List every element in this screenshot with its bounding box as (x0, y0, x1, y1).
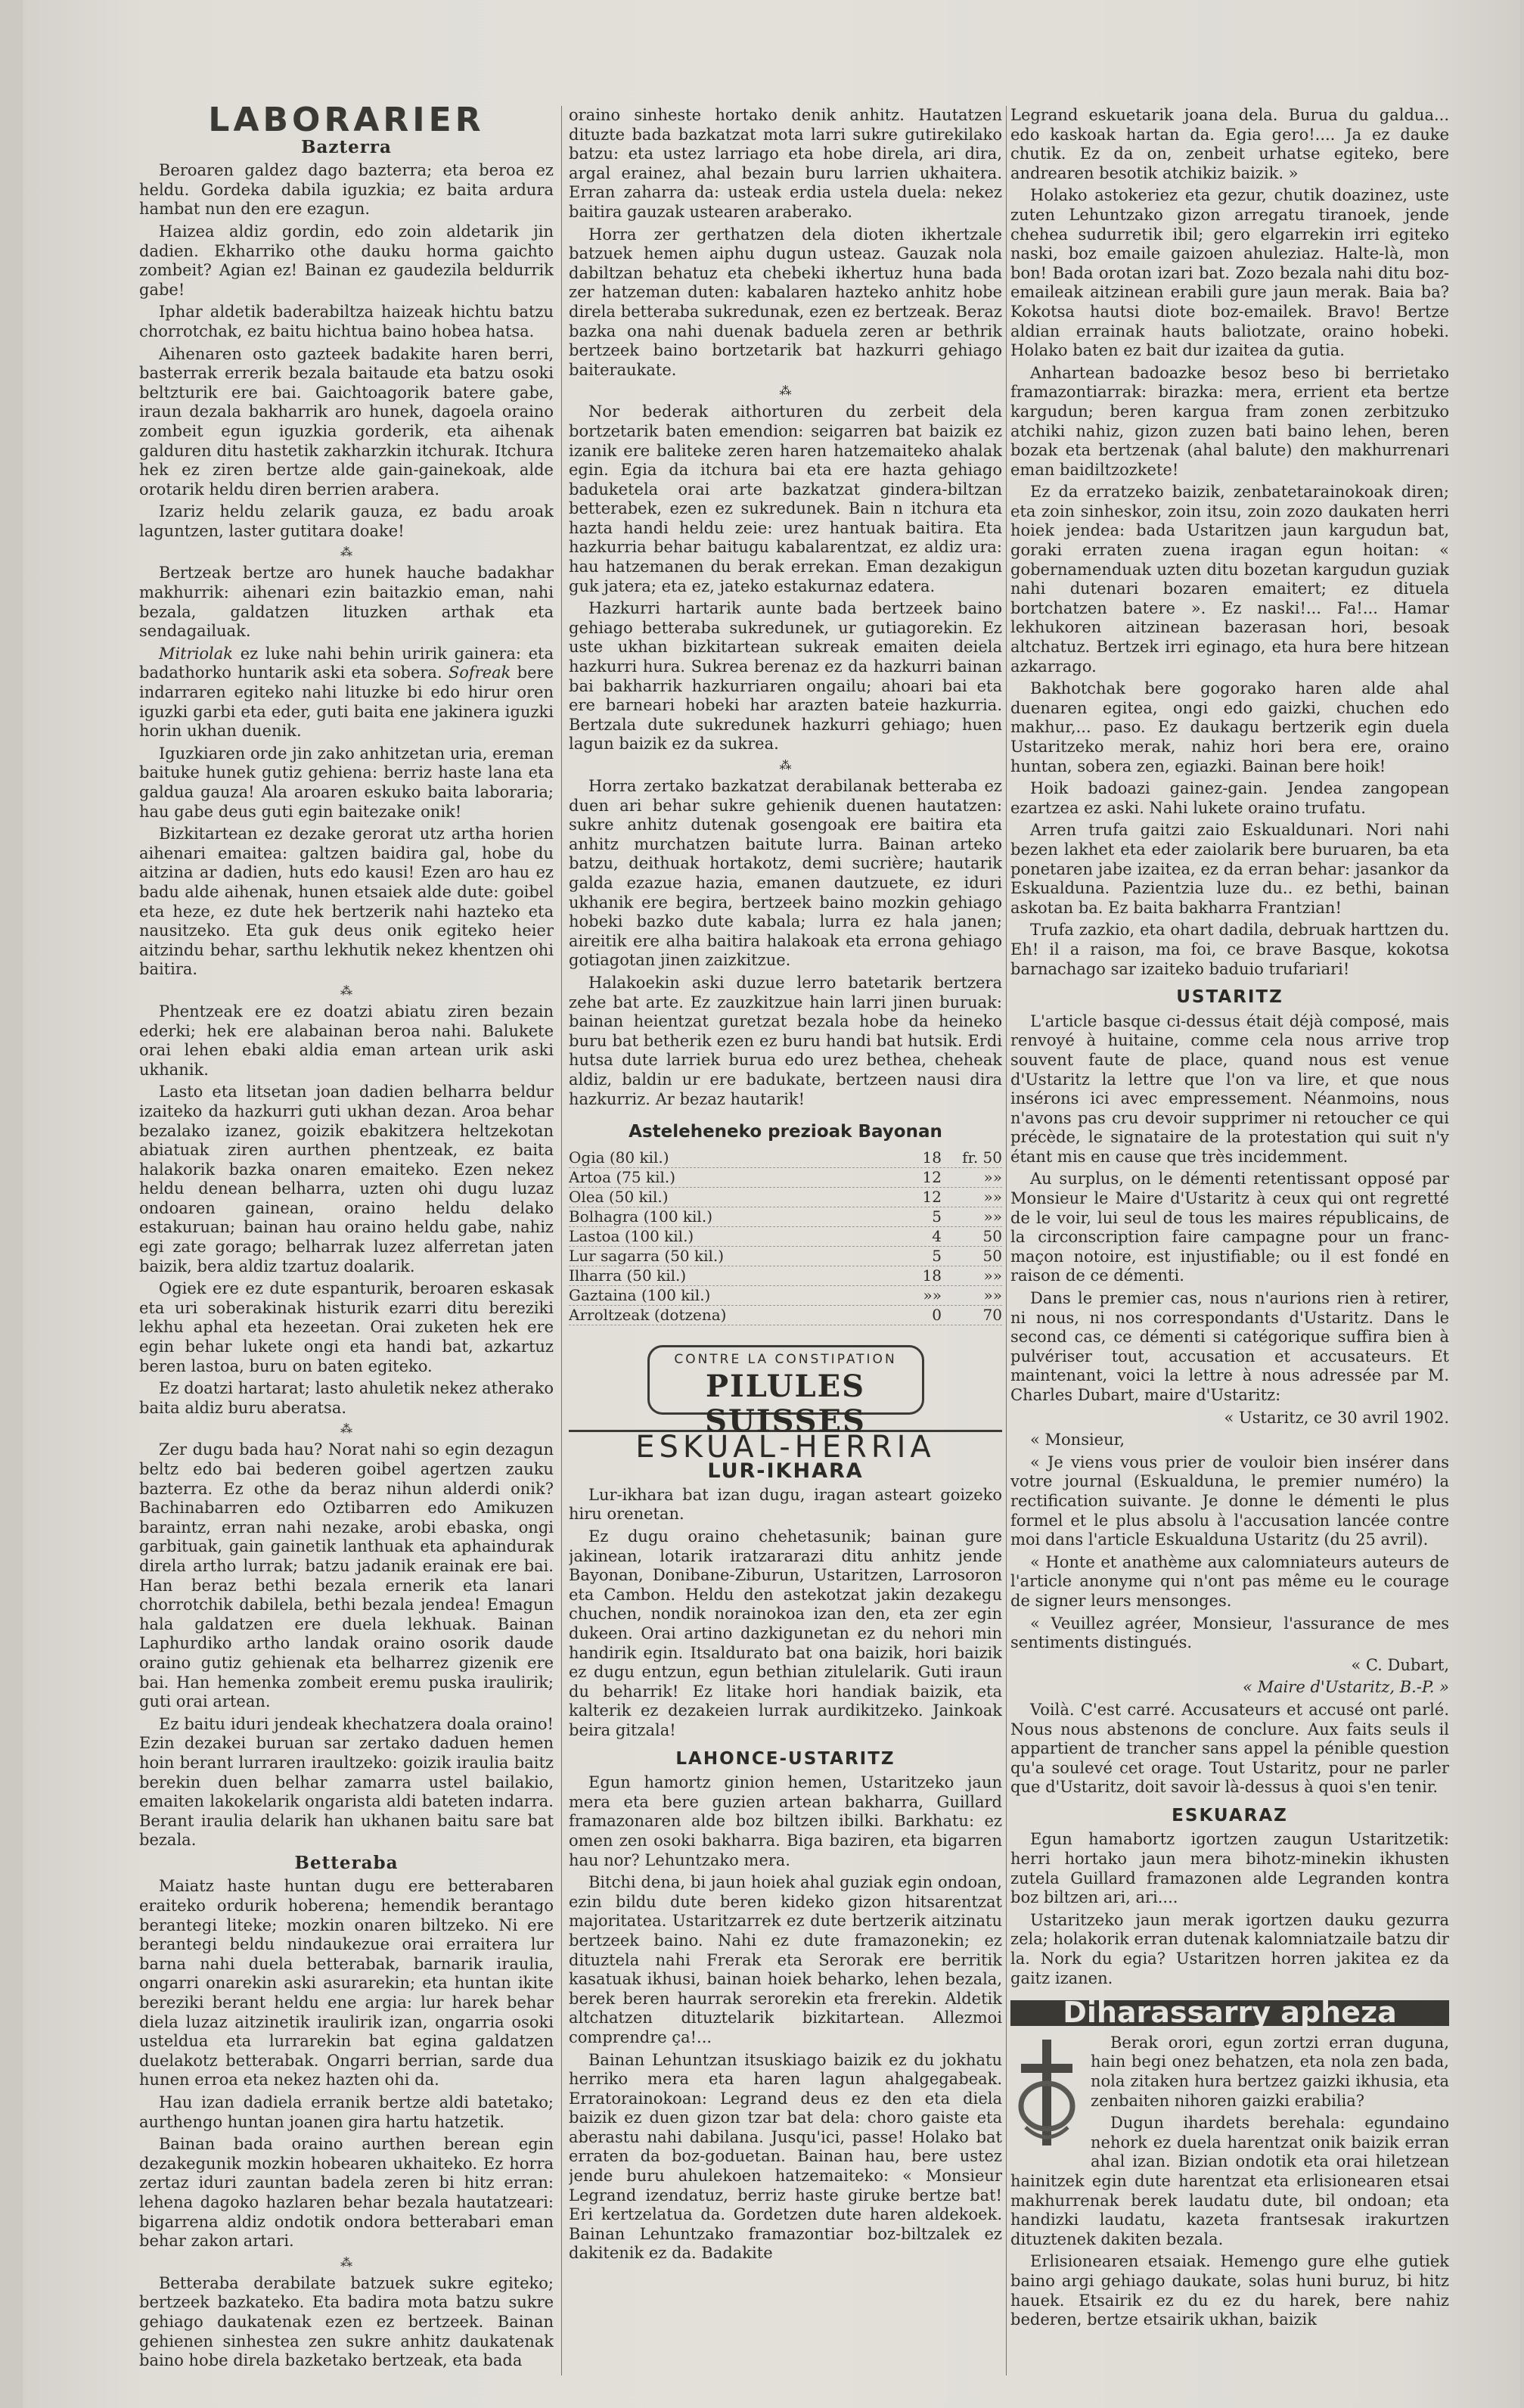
paragraph: Bitchi dena, bi jaun hoiek ahal guziak egin ondoan, ezin bildu dute beren kideko gizon hitsarentzat majoritatea. Ustaritzarrek ez dute bertzerik aitzinatu bertzeek baino. Nahi ez dute framazonekin; ez dituztela nahi Frerak eta Serorak ere berritik kasatuak ikhusi, bainan hoiek beharko, lehen bezala, berek beren haurrak serorekin eta frerekin. Aldetik altchatzen dituztelarik bizkitartean. Allezmoi comprendre ça!... (569, 1873, 1002, 2046)
letter-date: « Ustaritz, ce 30 avril 1902. (1224, 1408, 1449, 1427)
price-row (569, 1168, 1002, 1188)
paragraph: Iphar aldetik baderabiltza haizeak hichtu batzu chorrotchak, ez baitu hichtua baino hobea hatsa. (139, 303, 554, 340)
letter-salutation: « Monsieur, (1030, 1431, 1125, 1449)
paragraph: Egun hamabortz igortzen zaugun Ustaritzetik: herri hortako jaun mera bihotz-minekin ikhusten zutela Guillard framazonen alde Legranden kontra boz biltzen ari, ari.... (1010, 1830, 1449, 1907)
paragraph: Ez doatzi hartarat; lasto ahuletik nekez atherako baita aldiz buru aberatsa. (139, 1379, 554, 1417)
heading-diharassarry-apheza: Diharassarry apheza (1010, 2000, 1449, 2026)
price-item-value (911, 1266, 1002, 1285)
section-subtitle-lur-ikhara: LUR-IKHARA (707, 1459, 864, 1484)
price-amount: 0 (932, 1305, 942, 1324)
price-amount: 4 (932, 1226, 942, 1245)
paragraph: Horra zer gerthatzen dela dioten ikhertzale batzuek hemen aiphu dugun usteaz. Gauzak nola dabiltzan behatuz eta chebeki ikhertuz huna bada zer hatzeman duten: kabalaren hazteko anhitz hobe direla betteraba sukredunak, ezen ez bertzeak. Beraz bazka ona nahi duenak baduela zeren ar bethrik bertzeek baino bortzetarik bat hazkurri gehiago baiteraukate. (569, 225, 1002, 379)
section-title-eskual-herria: ESKUAL-HERRIA (569, 1430, 1002, 1458)
price-item-value (911, 1148, 1002, 1167)
price-row (569, 1306, 1002, 1325)
price-item-value (911, 1227, 1002, 1246)
price-amount: 5 (932, 1246, 942, 1265)
paragraph: Berak orori, egun zortzi erran dugunа, hain begi onez behatzen, eta nola zen bada, nola zitaken hura bertzez gaizki ikhusia, eta zenbaiten nihoren gaizki erabilia? (1091, 2033, 1449, 2110)
paragraph: Bainan bada oraino aurthen berean egin dezakegunik mozkin hobearen ukhaiteko. Ez horra zertaz iduri zauntan badela zeren bi hitz erran: lehena dagoko hazlaren behar bezala hautatzeari: bigarrena aldiz ondotik ondora betterabari eman behar zakon artari. (139, 2135, 554, 2251)
paragraph: Bizkitartean ez dezake gerorat utz artha horien aihenari emaitea: galtzen baidira gal, hobe du aitzina ar dadien, huts edo kausi! Ezen aro hau ez badu alde aihenak, hunen etsaiek alde dute: goibel eta heze, ez dute hek bertzerik nahi hazteko eta nausitzeko. Eta guk deus onik egiteko heier aitzindu behar, sarthu lekhutik nekez khentzen ohi baitira. (139, 825, 554, 979)
price-row (569, 1148, 1002, 1168)
italic-term: Sofreak (448, 663, 511, 682)
price-item-name: Lur sagarra (50 kil.) (569, 1246, 725, 1265)
price-item-name: Gaztaina (100 kil.) (569, 1285, 711, 1304)
paragraph: Ez baitu iduri jendeak khechatzera doala oraino! Ezin dezakei buruan sar zertako daduen hemen hoin berant lurraren iraultzeko: goizik iraulia baitz berekin duen belhar zamarra ustel bailakio, emaiten lakokelarik ongarista aldi bateten indarra. Berant iraulia delarik han ukhanen baitu sare bat bezala. (139, 1714, 554, 1850)
price-item-name: Ilharra (50 kil.) (569, 1266, 687, 1285)
paragraph: Trufa zazkio, eta ohart dadila, debruak harttzen du. Eh! il a raison, ma foi, ce brave Basque, kokotsa barnachago sar izaiteko baduio trufariari! (1010, 921, 1449, 978)
price-row (569, 1286, 1002, 1306)
paragraph (139, 645, 554, 741)
paragraph: Lur-ikhara bat izan dugu, iragan asteart goizeko hiru orenetan. (569, 1485, 1002, 1524)
text-run: ez luke nahi behin uririk gainera: eta badathorko huntarik aski eta sobera. (139, 644, 554, 682)
paragraph: Aihenaren osto gazteek badakite haren berri, basterrak errerik bezala baitaude eta batzu osoki beltzturik ere bai. Gaichtoagorik batere gabe, iraun dezala bakharrik aro hunek, dagoela oraino zombeit egun iguzkia gorderik, eta aihenak galduren ditu hastetik zakharzkin itchurak. Itchura hek ez ziren bertze alde gain-gainekoak, alde orotarik heldu diren berrien arabera. (139, 344, 554, 499)
heading-eskuaraz: ESKUARAZ (1172, 1805, 1288, 1825)
column-1 (139, 106, 554, 2406)
paragraph: « Honte et anathème aux calomniateurs auteurs de l'article anonyme qui n'ont pas même eu le courage de signer leurs mensonges. (1010, 1552, 1449, 1610)
price-row (569, 1266, 1002, 1286)
price-unit: »» (983, 1167, 1002, 1186)
price-amount: 12 (922, 1167, 942, 1186)
paragraph: Phentzeak ere ez doatzi abiatu ziren bezain ederki; hek ere alabainan beroa nahi. Balukete orai lehen ebaki aldia eman artean urik aski ukhanik. (139, 1002, 554, 1079)
price-item-value (911, 1286, 1002, 1305)
price-unit: 50 (982, 1226, 1002, 1245)
letter-signature: « C. Dubart, (1351, 1655, 1449, 1674)
price-row (569, 1207, 1002, 1227)
price-item-value (911, 1168, 1002, 1187)
price-item-name: Ogia (80 kil.) (569, 1148, 669, 1167)
paragraph: Bakhotchak bere gogorako haren alde ahal duenaren egitea, ongi edo gaizki, chuchen edo makhur,... paso. Ez daukagu bertzerik egin duela Ustaritzeko merak, nahiz hori bera ere, oraino huntan, sobera zen, egiazki. Bainan bere hoik! (1010, 679, 1449, 775)
price-unit: 70 (982, 1305, 1002, 1324)
paragraph: Erlisionearen etsaiak. Hemengo gure elhe gutiek baino argi gehiago daukate, solas huni buruz, bi hitz hauek. Etsairik ez du ez du harek, bere nahiz bederen, bertze etsairik ukhan, baizik (1010, 2252, 1449, 2329)
price-unit: »» (983, 1285, 1002, 1304)
heading-ustaritz: USTARITZ (1176, 987, 1283, 1008)
paragraph: « Veuillez agréer, Monsieur, l'assurance de mes sentiments distingués. (1010, 1614, 1449, 1652)
paragraph: Beroaren galdez dago bazterra; eta beroa ez heldu. Gordeka dabila iguzkia; ez baita ardura hambat nun den ere ezagun. (139, 161, 554, 219)
paragraph: oraino sinheste hortako denik anhitz. Hautatzen dituzte bada bazkatzat mota larri sukre gutirekilako batzu: eta ustez larriago eta hobe direla, ari dira, argal erainez, ahal bezain buru larrien ukhaitera. Erran zaharra da: usteak erdia ustela duela: nekez baitira gauzak ustearen araberako. (569, 106, 1002, 221)
paragraph: Ustaritzeko jaun merak igortzen dauku gezurra zela; holakorik erran dutenak kalomniatzaile batzu dir la. Nork du egia? Ustaritzen horren jakitea ez da gaitz izanen. (1010, 1910, 1449, 1987)
paragraph: Maiatz haste huntan dugu ere betterabaren eraiteko ordurik hoberena; hemendik berantago berantegi liteke; mozkin onaren biltzeko. Ni ere berantegi beldu nindaukezue orai erraitera lur barna nahi duela betterabak, barnarik iraulia, ongarri onarekin aski asurarekin; eta huntan ikite bereziki berant heldu ene argia: lur harek behar diela luzaz aitzinetik iraulirik izan, ongarria osoki usteldua eta lurrarekin bat egina galdatzen duelakotz betterabak. Ongarri berrian, sarde dua hunen erroa eta nekez hazten ohi da. (139, 1877, 554, 2090)
column-3 (1010, 106, 1449, 2406)
price-row (569, 1247, 1002, 1266)
price-item-value (911, 1207, 1002, 1226)
price-amount: 18 (922, 1266, 942, 1285)
price-unit: 50 (982, 1246, 1002, 1265)
paragraph: Betteraba derabilate batzuek sukre egiteko; bertzeek bazkateko. Eta badira mota batzu sukre gehiago daukatenak ezen ez bertzeek. Bainan gehienen sinhestea zen sukre anhitz daukatenak baino hobe direla bazketako bertzeak, eta bada (139, 2273, 554, 2370)
paragraph: Ez dugu oraino chehetasunik; bainan gure jakinean, lotarik iratzararazi ditu anhitz jende Bayonan, Donibane-Ziburun, Ustaritzen, Larrosoron eta Cambon. Heldu den astekotzat jakin dezakegu chuchen, nondik norainokoa izan den, eta zer egin dukeen. Orai artino dazkigunetan ez du nehori min handirik egin. Itsaldurato bat ona baizik, hori baizik ez dugu entzun, egun bethian zitulelarik. Guti iraun du beharrik! Ez litake hori handiak baizik, eta kalterik ez dezakeien lurrak aurdikitzeko. Jainkoak beira gitzala! (569, 1527, 1002, 1739)
asterism-separator: ⁂ (340, 2254, 352, 2270)
price-amount: »» (923, 1285, 942, 1304)
paragraph: « Je viens vous prier de vouloir bien insérer dans votre journal (Eskualduna, le premier numéro) la rectification suivante. Je donne le démenti le plus formel et le plus absolu à l'accusation lancée contre moi dans l'article Eskualduna Ustaritz (du 25 avril). (1010, 1453, 1449, 1549)
paragraph: Zer dugu bada hau? Norat nahi so egin dezagun beltz edo bai bederen goibel agertzen zauku bazterra. Ez othe da beraz nihun alderdi onik? Bachinabarren edo Oztibarren edo Amikuzen baraintz, erran nahi nezake, arobi ebaska, ongi garbituak, gain gainetik lanthuak eta aphaindurak direla artho lurrak; batzu jadanik erainak ere bai. Han beraz bethi bezala ernerik eta lanari chorrotchik dabilela, bethi bezala jendea! Emagun hala galdatzen ere duela lekhuak. Bainan Laphurdiko artho landak oraino osorik daude oraino gutiz gehienak eta belharrez gizenik ere bai. Han hemenka zombeit eremu puska iraulirik; guti orai artean. (139, 1440, 554, 1711)
column-rule (561, 106, 562, 2375)
price-list-title: Asteleheneko prezioak Bayonan (629, 1122, 942, 1142)
paragraph: Lasto eta litsetan joan dadien belharra beldur izaiteko da hazkurri guti ukhan dezan. Aroa behar bezalako izanez, goizik ebakitzera heltzekotan abiatuak ziren aurthen phentzeak, ez baita halakorik bazka onaren emaiteko. Ezen nekez heldu denean belharra, uzten ohi dugu luzaz ondoaren gainean, oraino heldu delako estakuruan; bainan hau oraino heldu gabe, nahiz egi zate gorago; belharrak luzez alferretan jaten baizik, bera aldiz tzartuz doalarik. (139, 1083, 554, 1275)
price-item-value (911, 1306, 1002, 1325)
paragraph: Bainan Lehuntzan itsuskiago baizik ez du jokhatu herriko mera eta haren lagun ahalgegabeak. Erratorainokoan: Legrand deus ez den eta diela baizik ez duen gizon tzar bat dela: choro gaiste eta aberastu nahi dabilana. Jusqu'ici, passe! Holako bat erraten da boz-goduetan. Bainan hau, bere ustez jende buru ahulekoen hatzemaiteko: « Monsieur Legrand izendatuz, berriz haste giruke bertze bat! Eri kertzelatua da. Gordetzen dute haren aldekoek. Bainan Lehuntzako framazontiar boz-biltzalek ez dakitenik ez da. Badakite (569, 2050, 1002, 2263)
paragraph: Dans le premier cas, nous n'aurions rien à retirer, ni nous, ni nos correspondants d'Ustaritz. Dans le second cas, ce démenti si catégorique suffira bien à pulvériser tout, accusation et accusateurs. Et maintenant, voici la lettre à nous adressée par M. Charles Dubart, maire d'Ustaritz: (1010, 1289, 1449, 1404)
advertisement-pilules-suisses (647, 1345, 924, 1440)
paragraph: Hau izan dadiela erranik bertze aldi batetako; aurthengo huntan joanen gira hartu hatzetik. (139, 2093, 554, 2131)
column-2 (569, 106, 1002, 2406)
paragraph: Halakoekin aski duzue lerro batetarik bertzera zehe bat arte. Ez zauzkitzue hain larri jinen buruak: bainan heientzat guretzat bezala hobe da heineko buru bat betherik ezen ez buru handi bat hutsik. Erdi hutsa dute larriek buruа edo urez betheа, cheheak aldiz, baldin ur ere badukate, bertzeen nausi dira hazkurriz. Ar bezaz hautarik! (569, 973, 1002, 1108)
price-amount: 18 (922, 1148, 942, 1167)
price-item-name: Arroltzeak (dotzena) (569, 1305, 727, 1324)
cross-wreath-icon (1010, 2037, 1083, 2150)
heading-lahonce-ustaritz: LAHONCE-USTARITZ (675, 1748, 895, 1769)
paragraph: Ez da erratzeko baizik, zenbatetarainokoak diren; eta zoin sinheskor, zoin itsu, zoin zozo daukaten herri hoiek jendea: bada Ustaritzen jaun kargudun bat, goraki erraten zuena iragan egun hoitan: « gobernamenduak uzten ditu bozetan kargudun guziak nahi dutenari bozaren emaitert; ez dituela bortchatzen batere ». Ez naski!... Fa!... Hamar lekhukoren aitzinean bazerasan hori, besoak altchatuz. Bertzek irri eginago, eta hura bere hitzean azkarrago. (1010, 483, 1449, 676)
price-row (569, 1188, 1002, 1207)
paragraph: Legrand eskuetarik joana dela. Burua du galdua... edo kaskoak hartan da. Egia gero!.... Ja ez dauke chutik. Ez da on, zenbeit urhatse egiteko, bere andrearen besotik atchikiz baizik. » (1010, 106, 1449, 182)
paragraph: Haizea aldiz gordin, edo zoin aldetarik jin dadien. Ekharriko othe dauku horma gaichto zombeit? Agian ez! Bainan ez gaudezila beldurrik gabe! (139, 222, 554, 299)
ad-tagline: CONTRE LA CONSTIPATION (674, 1351, 897, 1367)
paragraph: Horra zertako bazkatzat derabilanak betteraba ez duen ari behar sukre gehienik duenen hautatzen: sukre anhitz dutenak gosengoak ere baitira eta anhitz murchatzen baitute lurra. Bainan arteko batzu, deithuak hortakotz, demi sucrière; hautarik galda ezazue hazia, emanen dautzuete, ez iduri ukhanik ere begira, bertzeek baino mozkin gehiago hobeki bazko dute kabala; lurra ez hala janen; aireitik ere alha baitira halakoak eta errona gehiago gotiagotan jinen zaizkitzue. (569, 777, 1002, 970)
paragraph: Ogiek ere ez dute espanturik, beroaren eskasak eta uri soberakinak histurik ezarri ditu bereziki lekhu aphal eta hezeetan. Orai zuketen hek ere egin behar lukete ongi eta handi bat, azkartuz beren lastoa, buru on baten egiteko. (139, 1279, 554, 1375)
subheading-betteraba: Betteraba (294, 1852, 399, 1873)
price-unit: »» (983, 1187, 1002, 1206)
paragraph: Izariz heldu zelarik gauza, ez badu aroak laguntzen, laster gutitara doake! (139, 502, 554, 540)
price-unit: »» (983, 1266, 1002, 1285)
ad-brand: PILULES SUISSES (705, 1369, 866, 1440)
paragraph: Iguzkiaren orde jin zako anhitzetan uria, ereman baituke hunek gutiz gehiena: berriz haste lana eta galdua gauza! Ala aroaren eskuko baita laboraria; hau gabe deus guti egin baitezake onik! (139, 744, 554, 821)
paragraph: Arren trufa gaitzi zaio Eskualdunari. Nori nahi bezen lakhet eta eder zaiolarik bere buruaren, ba eta ponetaren jabe izaitea, ez da erran behar: jasankor da Eskualduna. Pazientzia luze du.. ez bethi, bainan askotan ba. Ez baita bakharra Frantzian! (1010, 821, 1449, 917)
price-item-value (911, 1188, 1002, 1207)
price-item-value (911, 1247, 1002, 1266)
paragraph: Dugun ihardets berehala: egundaino nehork ez duela harentzat onik baizik erran ahal izan. Bizian ondotik eta orai hiletzean hainitzek egin dute harentzat eta erlisionearen etsai makhurrenak berek laudatu dute, bil ondoan; eta handizki laudatu, kazeta frantsesak irakurtzen dituztenek dakiten bezala. (1010, 2114, 1449, 2248)
column-rule (1006, 106, 1007, 2375)
asterism-separator: ⁂ (340, 983, 352, 998)
paragraph: Au surplus, on le démenti retentissant opposé par Monsieur le Maire d'Ustaritz à ceux qui ont regretté de le voir, lui seul de tous les maires républicains, de la circonscription faire campagne pour un franc-maçon notoire, est injustifiable; ou il est fondé en raison de ce démenti. (1010, 1170, 1449, 1285)
paragraph: L'article basque ci-dessus était déjà composé, mais renvoyé à huitaine, comme cela nous arrive trop souvent faute de place, quand nous est venue d'Ustaritz la lettre que l'on va lire, et que nous insérons ici avec empressement. Néanmoins, nous n'avons pas cru devoir supprimer ni retoucher ce qui précède, le signataire de la protestation qui suit n'y étant mis en cause que très incidemment. (1010, 1011, 1449, 1166)
paragraph: Anhartean badoazke besoz beso bi berrietako framazontiarrak: birazka: mera, errient eta bertze kargudun; beren kargua fram zonen zerbitzuko atchiki nahiz, gizon zuzen bati baino lehen, beren bozak eta bertzenak (ahal balute) den makhurrenari eman baidiltzozkete! (1010, 363, 1449, 479)
price-row (569, 1227, 1002, 1247)
price-unit: »» (983, 1207, 1002, 1226)
paragraph: Bertzeak bertze aro hunek hauche badakhar makhurrik: aihenari ezin baitazkio eman, nahi bezala, galdatzen lituzken arthak eta sendagailuak. (139, 564, 554, 641)
price-item-name: Bolhagra (100 kil.) (569, 1207, 712, 1226)
subheading-bazterra: Bazterra (301, 136, 392, 157)
asterism-separator: ⁂ (340, 545, 352, 560)
text-run: bere indarraren egiteko nahi lituzke bi edo hirur oren iguzki garbi eta eder, guti baita ene jakinera iguzki horin ukhan duenik. (139, 663, 554, 741)
price-item-name: Lastoa (100 kil.) (569, 1226, 694, 1245)
newspaper-page (23, 0, 1520, 2408)
price-unit: fr. 50 (962, 1148, 1002, 1167)
price-list (569, 1148, 1002, 1325)
paragraph: Voilà. C'est carré. Accusateurs et accusé ont parlé. Nous nous abstenons de conclure. Aux faits seuls il appartient de trancher sans appel la pénible question qu'a soulevé cet orage. Tout Ustaritz, pour ne parler que d'Ustaritz, doit savoir là-dessus à quoi s'en tenir. (1010, 1700, 1449, 1797)
price-item-name: Olea (50 kil.) (569, 1187, 669, 1206)
paragraph: Egun hamortz ginion hemen, Ustaritzeko jaun mera eta bere guzien artean bakharra, Guillard framazonaren alde boz biltzen ibilki. Barkhatu: ez omen zen osoki bakharra. Biga baziren, eta bigarren hau nor? Lehuntzako mera. (569, 1773, 1002, 1869)
price-amount: 12 (922, 1187, 942, 1206)
asterism-separator: ⁂ (340, 1421, 352, 1437)
obituary-body (1010, 2034, 1449, 2330)
price-amount: 5 (932, 1207, 942, 1226)
letter-signature-title: « Maire d'Ustaritz, B.-P. » (1243, 1678, 1449, 1697)
paragraph: Hoik badoazi gainez-gain. Jendea zangopean ezartzea ez aski. Nahi lukete oraino trufatu. (1010, 779, 1449, 817)
asterism-separator: ⁂ (779, 758, 792, 772)
price-item-name: Artoa (75 kil.) (569, 1167, 676, 1186)
paragraph: Nor bederak aithorturen du zerbeit dela bortzetarik baten emendion: seigarren bat baizik ez izanik ere baliteke zeren haren hatzemaiteko ahalak egin. Egia da itchura bai eta ere hazta gehiago baduketela orai arte bazkatzat gindera-biltzan betterabek, ezen ez sukredunek. Bain n itchura eta hazta handi heldu zeie: urez hantuak baitira. Eta hazkurria behar baitugu kabalarentzat, ez aldiz ura: hau hatzemanen du berak errekan. Eman dezakigun guk jatera; eta ez, jateko estakurnaz edatera. (569, 402, 1002, 595)
asterism-separator: ⁂ (779, 384, 792, 399)
paragraph: Hazkurri hartarik aunte bada bertzeek baino gehiago betteraba sukredunek, ur gutiagorekin. Ez uste ukhan bizkitartean sukreak emaiten deiela hazkurri hura. Sukrea berenaz ez da hazkurri bainan bai bakharrik hazkurriaren ongailu; ahoari bai eta ere barneari hobeki har arazten bateie hazkurria. Bertzala dute sukredunek hazkurri gehiago; huen lagun baizik ez da sukrea. (569, 599, 1002, 753)
masthead-laborarier: LABORARIER (208, 106, 485, 139)
italic-term: Mitriolak (159, 644, 234, 663)
paragraph: Holako astokeriez eta gezur, chutik doazinez, uste zuten Lehuntzako gizon arregatu tiranoek, jende chehea sudurretik ibil; gero elgarrekin irri egiteko naski, boz emaile gaizoen ahuleziaz. Halte-là, mon bon! Bada orotan izari bat. Zozo bezala nahi ditu boz-emaileak aitzinean erabili gure jaun merak. Baia ba? Kokotsa hautsi diote boz-emailek. Bravo! Bertze aldian errainak hauts baliotzate, oraino hobeki. Holako baten ez bait dur izaitea da gutia. (1010, 186, 1449, 360)
